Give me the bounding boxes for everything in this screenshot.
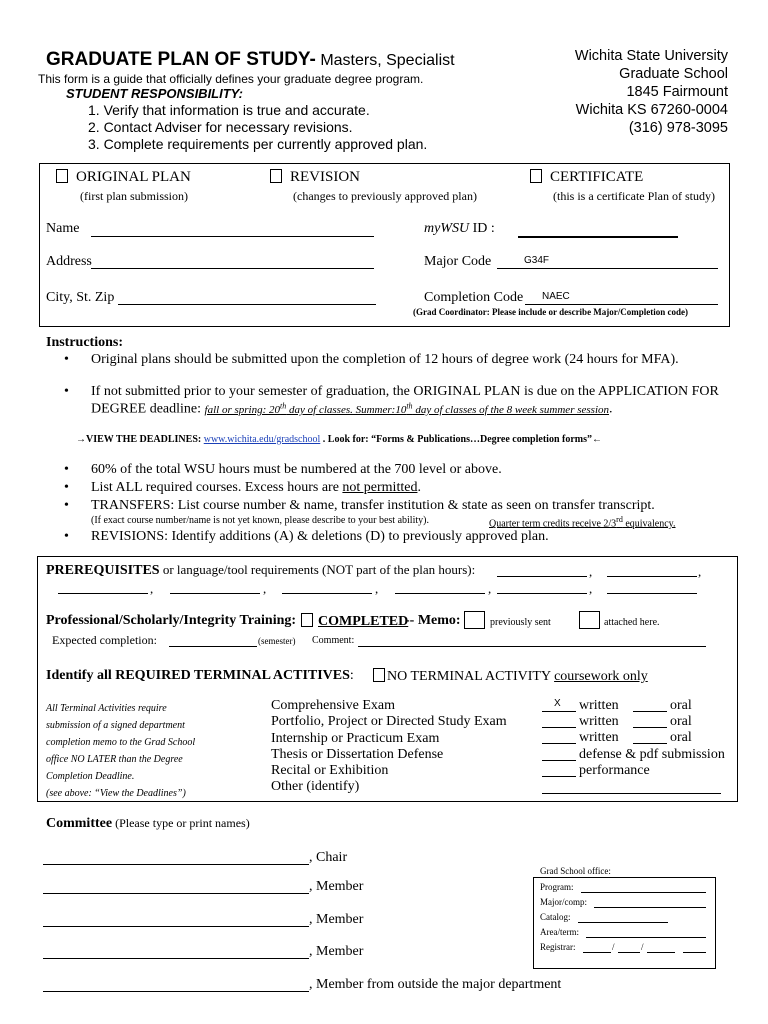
office-catalog-label: Catalog: xyxy=(540,912,571,922)
instruction-transfers: TRANSFERS: List course number & name, transfer institution & state as seen on transfer transcript. xyxy=(91,498,655,513)
member-label: , Member xyxy=(309,944,364,959)
oral-label: oral xyxy=(670,698,692,713)
university-school: Graduate School xyxy=(619,66,728,82)
responsibility-item: 3. Complete requirements per currently approved plan. xyxy=(88,136,428,152)
office-registrar-field xyxy=(583,952,611,953)
comment-label: Comment: xyxy=(312,635,355,646)
student-responsibility-heading: STUDENT RESPONSIBILITY: xyxy=(66,86,243,101)
office-registrar-label: Registrar: xyxy=(540,942,576,952)
deadline-summer: day of classes. Summer:10 xyxy=(286,403,407,416)
terminal-activities-colon: : xyxy=(349,668,354,683)
activity-recital: Recital or Exhibition xyxy=(271,763,389,779)
completion-code-label: Completion Code xyxy=(424,290,524,305)
office-box-title: Grad School office: xyxy=(540,866,611,876)
terminal-note-line: completion memo to the Grad School xyxy=(46,737,196,748)
instruction-original-plans: Original plans should be submitted upon the completion of 12 hours of degree work (24 hours for MFA). xyxy=(91,352,679,367)
bullet: • xyxy=(64,384,69,399)
view-deadlines-line xyxy=(76,434,602,445)
member-label: , Member xyxy=(309,912,364,927)
instruction-700-level: 60% of the total WSU hours must be numbered at the 700 level or above. xyxy=(91,462,502,477)
bullet: • xyxy=(64,529,69,544)
major-code-field[interactable] xyxy=(497,268,718,269)
terminal-activities-heading xyxy=(46,668,354,684)
comprehensive-oral-field[interactable] xyxy=(633,711,667,712)
attached-here-label: attached here. xyxy=(604,617,660,628)
chair-label: , Chair xyxy=(309,850,348,865)
office-registrar-field xyxy=(618,952,640,953)
form-guide-text: This form is a guide that officially defines your graduate degree program. xyxy=(38,72,424,86)
prereq-comma: , xyxy=(375,581,379,596)
office-registrar-field xyxy=(683,952,706,953)
list-courses-period: . xyxy=(417,480,421,495)
terminal-note-line: submission of a signed department xyxy=(46,720,185,731)
terminal-note-line: All Terminal Activities require xyxy=(46,703,167,714)
transfers-note: (If exact course number/name is not yet known, please describe to your best ability). xyxy=(91,515,429,526)
committee-member-field[interactable] xyxy=(43,958,309,959)
expected-completion-label: Expected completion: xyxy=(52,633,157,647)
prerequisites-line xyxy=(46,562,475,579)
portfolio-oral-field[interactable] xyxy=(633,727,667,728)
committee-member-field[interactable] xyxy=(43,893,309,894)
member-label: , Member xyxy=(309,879,364,894)
quarter-credits-note xyxy=(489,515,676,529)
completion-code-value[interactable]: NAEC xyxy=(542,291,570,302)
original-plan-label: ORIGINAL PLAN xyxy=(76,169,191,185)
form-title-sub: Masters, Specialist xyxy=(315,52,455,69)
quarter-credits-sup: rd xyxy=(616,515,623,524)
deadline-intro: DEGREE deadline: xyxy=(91,401,205,417)
id-label: ID : xyxy=(469,221,495,236)
view-deadlines-colon: : xyxy=(197,434,204,445)
previously-sent-label: previously sent xyxy=(490,617,551,628)
mywsu-id-label xyxy=(424,221,495,237)
memo-attached-box[interactable] xyxy=(579,611,600,629)
deadline-summer-session: day of classes of the 8 week summer session xyxy=(412,403,610,416)
mywsu-id-field[interactable] xyxy=(518,236,678,238)
semester-note: (semester) xyxy=(258,636,296,646)
city-field[interactable] xyxy=(118,304,376,305)
certificate-sub: (this is a certificate Plan of study) xyxy=(553,189,715,203)
activity-internship-exam: Internship or Practicum Exam xyxy=(271,730,440,746)
university-city: Wichita KS 67260-0004 xyxy=(575,102,728,118)
responsibility-item: 1. Verify that information is true and accurate. xyxy=(88,102,370,118)
major-code-value[interactable]: G34F xyxy=(524,255,550,266)
recital-performance-field[interactable] xyxy=(542,776,576,777)
instructions-heading: Instructions: xyxy=(46,335,124,350)
memo-previously-sent-box[interactable] xyxy=(464,611,485,629)
instruction-list-courses xyxy=(91,480,421,496)
activity-thesis-defense: Thesis or Dissertation Defense xyxy=(271,746,444,762)
bullet: • xyxy=(64,462,69,477)
university-phone: (316) 978-3095 xyxy=(628,120,728,136)
quarter-credits-equiv: equivalency. xyxy=(622,518,676,530)
list-courses-text: List ALL required courses. Excess hours are xyxy=(91,480,343,495)
prereq-field[interactable] xyxy=(607,593,697,594)
deadline-period: . xyxy=(609,401,613,417)
bullet: • xyxy=(64,480,69,495)
office-program-label: Program: xyxy=(540,882,574,892)
prerequisites-note: or language/tool requirements (NOT part of the plan hours): xyxy=(159,562,476,577)
deadline-sup-a: th xyxy=(280,401,287,410)
deadline-sup-b: th xyxy=(406,401,413,410)
coordinator-note: (Grad Coordinator: Please include or describe Major/Completion code) xyxy=(413,307,689,317)
no-terminal-checkbox[interactable] xyxy=(373,668,385,682)
form-title-main: GRADUATE PLAN OF STUDY- xyxy=(46,49,316,70)
oral-label: oral xyxy=(670,730,692,745)
comprehensive-written-mark[interactable]: X xyxy=(554,698,561,709)
prereq-field[interactable] xyxy=(170,593,260,594)
training-completed-option[interactable] xyxy=(301,613,408,630)
terminal-note-line: Completion Deadline. xyxy=(46,771,135,782)
written-label: written xyxy=(579,714,619,729)
instruction-deadline-line1: If not submitted prior to your semester of graduation, the ORIGINAL PLAN is due on the APPLICATION FOR xyxy=(91,384,719,399)
training-completed-checkbox[interactable] xyxy=(301,613,313,627)
form-title xyxy=(46,49,455,71)
view-deadlines-hint: . Look for: “Forms & Publications…Degree completion forms”← xyxy=(320,434,602,445)
instruction-revisions: REVISIONS: Identify additions (A) & deletions (D) to previously approved plan. xyxy=(91,529,549,544)
office-major-field xyxy=(594,907,706,908)
office-program-field xyxy=(581,892,706,893)
prereq-comma: , xyxy=(263,581,267,596)
university-address xyxy=(575,47,728,137)
certificate-checkbox[interactable] xyxy=(530,169,542,183)
written-label: written xyxy=(579,698,619,713)
comprehensive-written-field[interactable] xyxy=(542,711,576,712)
office-area-label: Area/term: xyxy=(540,927,579,937)
outside-member-label: , Member from outside the major department xyxy=(309,977,562,992)
prereq-field[interactable] xyxy=(497,576,587,577)
name-label: Name xyxy=(46,221,80,236)
expected-completion-field[interactable] xyxy=(169,646,257,647)
no-terminal-label: NO TERMINAL ACTIVITY xyxy=(387,669,555,684)
prereq-field[interactable] xyxy=(497,593,587,594)
prereq-comma: , xyxy=(589,581,593,596)
revision-option[interactable] xyxy=(270,169,360,186)
deadline-fall-spring: fall or spring: 20 xyxy=(204,403,281,416)
memo-label: -- Memo: xyxy=(405,613,461,628)
terminal-note-line: office NO LATER than the Degree xyxy=(46,754,183,765)
view-deadlines-label: →VIEW THE DEADLINES xyxy=(76,434,198,445)
committee-heading-line xyxy=(46,816,250,832)
deadline-dates xyxy=(204,401,610,416)
completion-code-field[interactable] xyxy=(525,304,718,305)
prereq-comma: , xyxy=(589,564,593,579)
revision-sub: (changes to previously approved plan) xyxy=(293,189,477,203)
certificate-label: CERTIFICATE xyxy=(550,169,644,185)
terminal-note xyxy=(46,700,195,802)
university-street: 1845 Fairmount xyxy=(626,84,728,100)
address-field[interactable] xyxy=(91,268,374,269)
instruction-deadline-line2 xyxy=(91,401,613,418)
prereq-field[interactable] xyxy=(395,593,485,594)
activity-comprehensive-exam: Comprehensive Exam xyxy=(271,698,396,713)
office-area-field xyxy=(586,937,706,938)
prerequisites-heading: PREREQUISITES xyxy=(46,563,160,578)
oral-label: oral xyxy=(670,714,692,729)
prereq-comma: , xyxy=(698,564,702,579)
committee-chair-field[interactable] xyxy=(43,864,309,865)
quarter-credits-text: Quarter term credits receive 2/3 xyxy=(489,518,617,530)
terminal-note-line: (see above: “View the Deadlines”) xyxy=(46,788,186,799)
bullet: • xyxy=(64,498,69,513)
prereq-field[interactable] xyxy=(58,593,148,594)
name-field[interactable] xyxy=(91,236,374,237)
written-label: written xyxy=(579,730,619,745)
defense-label: defense & pdf submission xyxy=(579,747,725,762)
comment-field[interactable] xyxy=(358,646,706,647)
terminal-activities-label: Identify all REQUIRED TERMINAL ACTITIVES xyxy=(46,668,350,683)
portfolio-written-field[interactable] xyxy=(542,727,576,728)
prereq-field[interactable] xyxy=(607,576,697,577)
committee-note: (Please type or print names) xyxy=(112,816,250,830)
coursework-only-label: coursework only xyxy=(554,669,648,684)
prereq-field[interactable] xyxy=(282,593,372,594)
registrar-slash: / xyxy=(612,942,615,952)
gradschool-link[interactable]: www.wichita.edu/gradschool xyxy=(203,434,321,445)
address-label: Address xyxy=(46,254,92,269)
office-catalog-field xyxy=(578,922,668,923)
committee-outside-member-field[interactable] xyxy=(43,991,309,992)
responsibility-item: 2. Contact Adviser for necessary revisions. xyxy=(88,119,353,135)
student-info-box xyxy=(39,163,730,327)
prereq-comma: , xyxy=(488,581,492,596)
bullet: • xyxy=(64,352,69,367)
internship-oral-field[interactable] xyxy=(633,743,667,744)
revision-label: REVISION xyxy=(290,169,360,185)
performance-label: performance xyxy=(579,763,650,778)
registrar-slash: / xyxy=(641,942,644,952)
major-code-label: Major Code xyxy=(424,254,492,269)
city-label: City, St. Zip xyxy=(46,290,115,305)
internship-written-field[interactable] xyxy=(542,743,576,744)
original-plan-sub: (first plan submission) xyxy=(80,189,188,203)
activity-portfolio-exam: Portfolio, Project or Directed Study Exam xyxy=(271,714,507,730)
not-permitted-text: not permitted xyxy=(342,480,418,495)
committee-heading: Committee xyxy=(46,816,113,831)
prereq-comma: , xyxy=(150,581,154,596)
committee-member-field[interactable] xyxy=(43,926,309,927)
university-name: Wichita State University xyxy=(574,48,728,64)
training-completed-label: COMPLETED xyxy=(318,614,409,629)
certificate-option[interactable] xyxy=(530,169,643,186)
office-registrar-field xyxy=(647,952,675,953)
training-label: Professional/Scholarly/Integrity Training: xyxy=(46,613,297,628)
office-major-label: Major/comp: xyxy=(540,897,587,907)
other-identify-field[interactable] xyxy=(542,793,721,794)
thesis-defense-field[interactable] xyxy=(542,760,576,761)
no-terminal-option[interactable] xyxy=(373,668,648,685)
activity-other: Other (identify) xyxy=(271,779,360,795)
original-plan-checkbox[interactable] xyxy=(56,169,68,183)
activity-list xyxy=(271,698,507,796)
original-plan-option[interactable] xyxy=(56,169,191,186)
mywsu-label: myWSU xyxy=(424,221,470,236)
revision-checkbox[interactable] xyxy=(270,169,282,183)
